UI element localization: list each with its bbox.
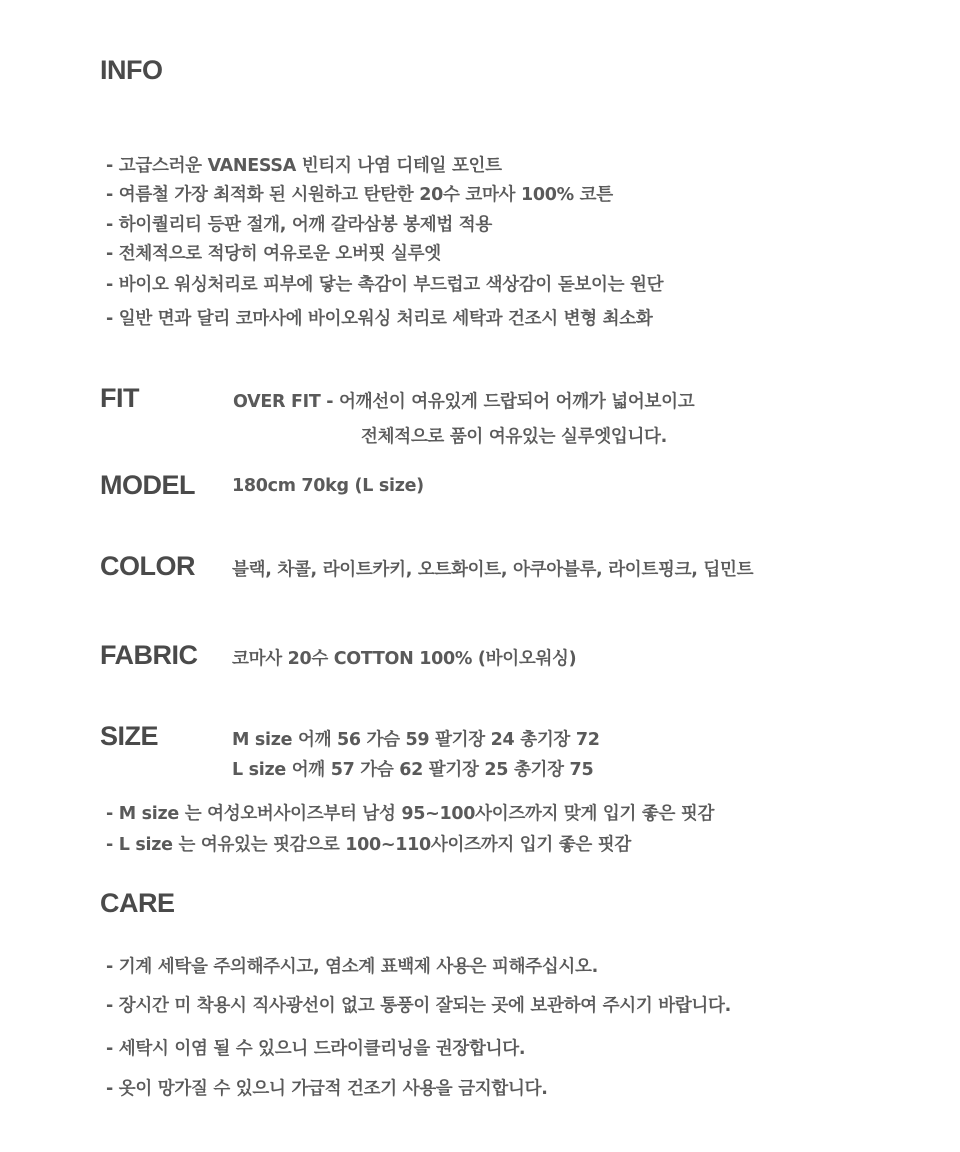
size-m-line: M size 어깨 56 가슴 59 팔기장 24 총기장 72 — [232, 730, 600, 750]
fit-heading: FIT — [100, 383, 139, 413]
fit-description-line-1: OVER FIT - 어깨선이 여유있게 드랍되어 어깨가 넓어보이고 — [233, 392, 695, 412]
info-bullet: - 여름철 가장 최적화 된 시원하고 탄탄한 20수 코마사 100% 코튼 — [106, 185, 613, 205]
care-bullet: - 세탁시 이염 될 수 있으니 드라이클리닝을 권장합니다. — [106, 1039, 526, 1059]
size-l-line: L size 어깨 57 가슴 62 팔기장 25 총기장 75 — [232, 760, 594, 780]
fabric-heading: FABRIC — [100, 640, 198, 670]
info-bullet: - 전체적으로 적당히 여유로운 오버핏 실루엣 — [106, 244, 441, 264]
care-bullet: - 장시간 미 착용시 직사광선이 없고 통풍이 잘되는 곳에 보관하여 주시기 바랍니다. — [106, 996, 731, 1016]
info-bullet: - 일반 면과 달리 코마사에 바이오워싱 처리로 세탁과 건조시 변형 최소화 — [106, 309, 653, 329]
color-value: 블랙, 차콜, 라이트카키, 오트화이트, 아쿠아블루, 라이트핑크, 딥민트 — [232, 560, 754, 580]
model-value: 180cm 70kg (L size) — [232, 476, 424, 496]
model-heading: MODEL — [100, 470, 195, 500]
care-bullet: - 옷이 망가질 수 있으니 가급적 건조기 사용을 금지합니다. — [106, 1079, 548, 1099]
color-heading: COLOR — [100, 551, 195, 581]
size-note: - L size 는 여유있는 핏감으로 100~110사이즈까지 입기 좋은 핏감 — [106, 835, 631, 855]
info-bullet: - 고급스러운 VANESSA 빈티지 나염 디테일 포인트 — [106, 156, 502, 176]
size-note: - M size 는 여성오버사이즈부터 남성 95~100사이즈까지 맞게 입기 좋은 핏감 — [106, 804, 715, 824]
info-heading: INFO — [100, 55, 163, 85]
fabric-value: 코마사 20수 COTTON 100% (바이오워싱) — [232, 649, 577, 669]
care-bullet: - 기계 세탁을 주의해주시고, 염소계 표백제 사용은 피해주십시오. — [106, 957, 598, 977]
size-heading: SIZE — [100, 721, 159, 751]
info-bullet: - 바이오 워싱처리로 피부에 닿는 촉감이 부드럽고 색상감이 돋보이는 원단 — [106, 275, 664, 295]
info-bullet: - 하이퀄리티 등판 절개, 어깨 갈라삼봉 봉제법 적용 — [106, 215, 492, 235]
fit-description-line-2: 전체적으로 품이 여유있는 실루엣입니다. — [361, 427, 668, 447]
care-heading: CARE — [100, 888, 175, 918]
